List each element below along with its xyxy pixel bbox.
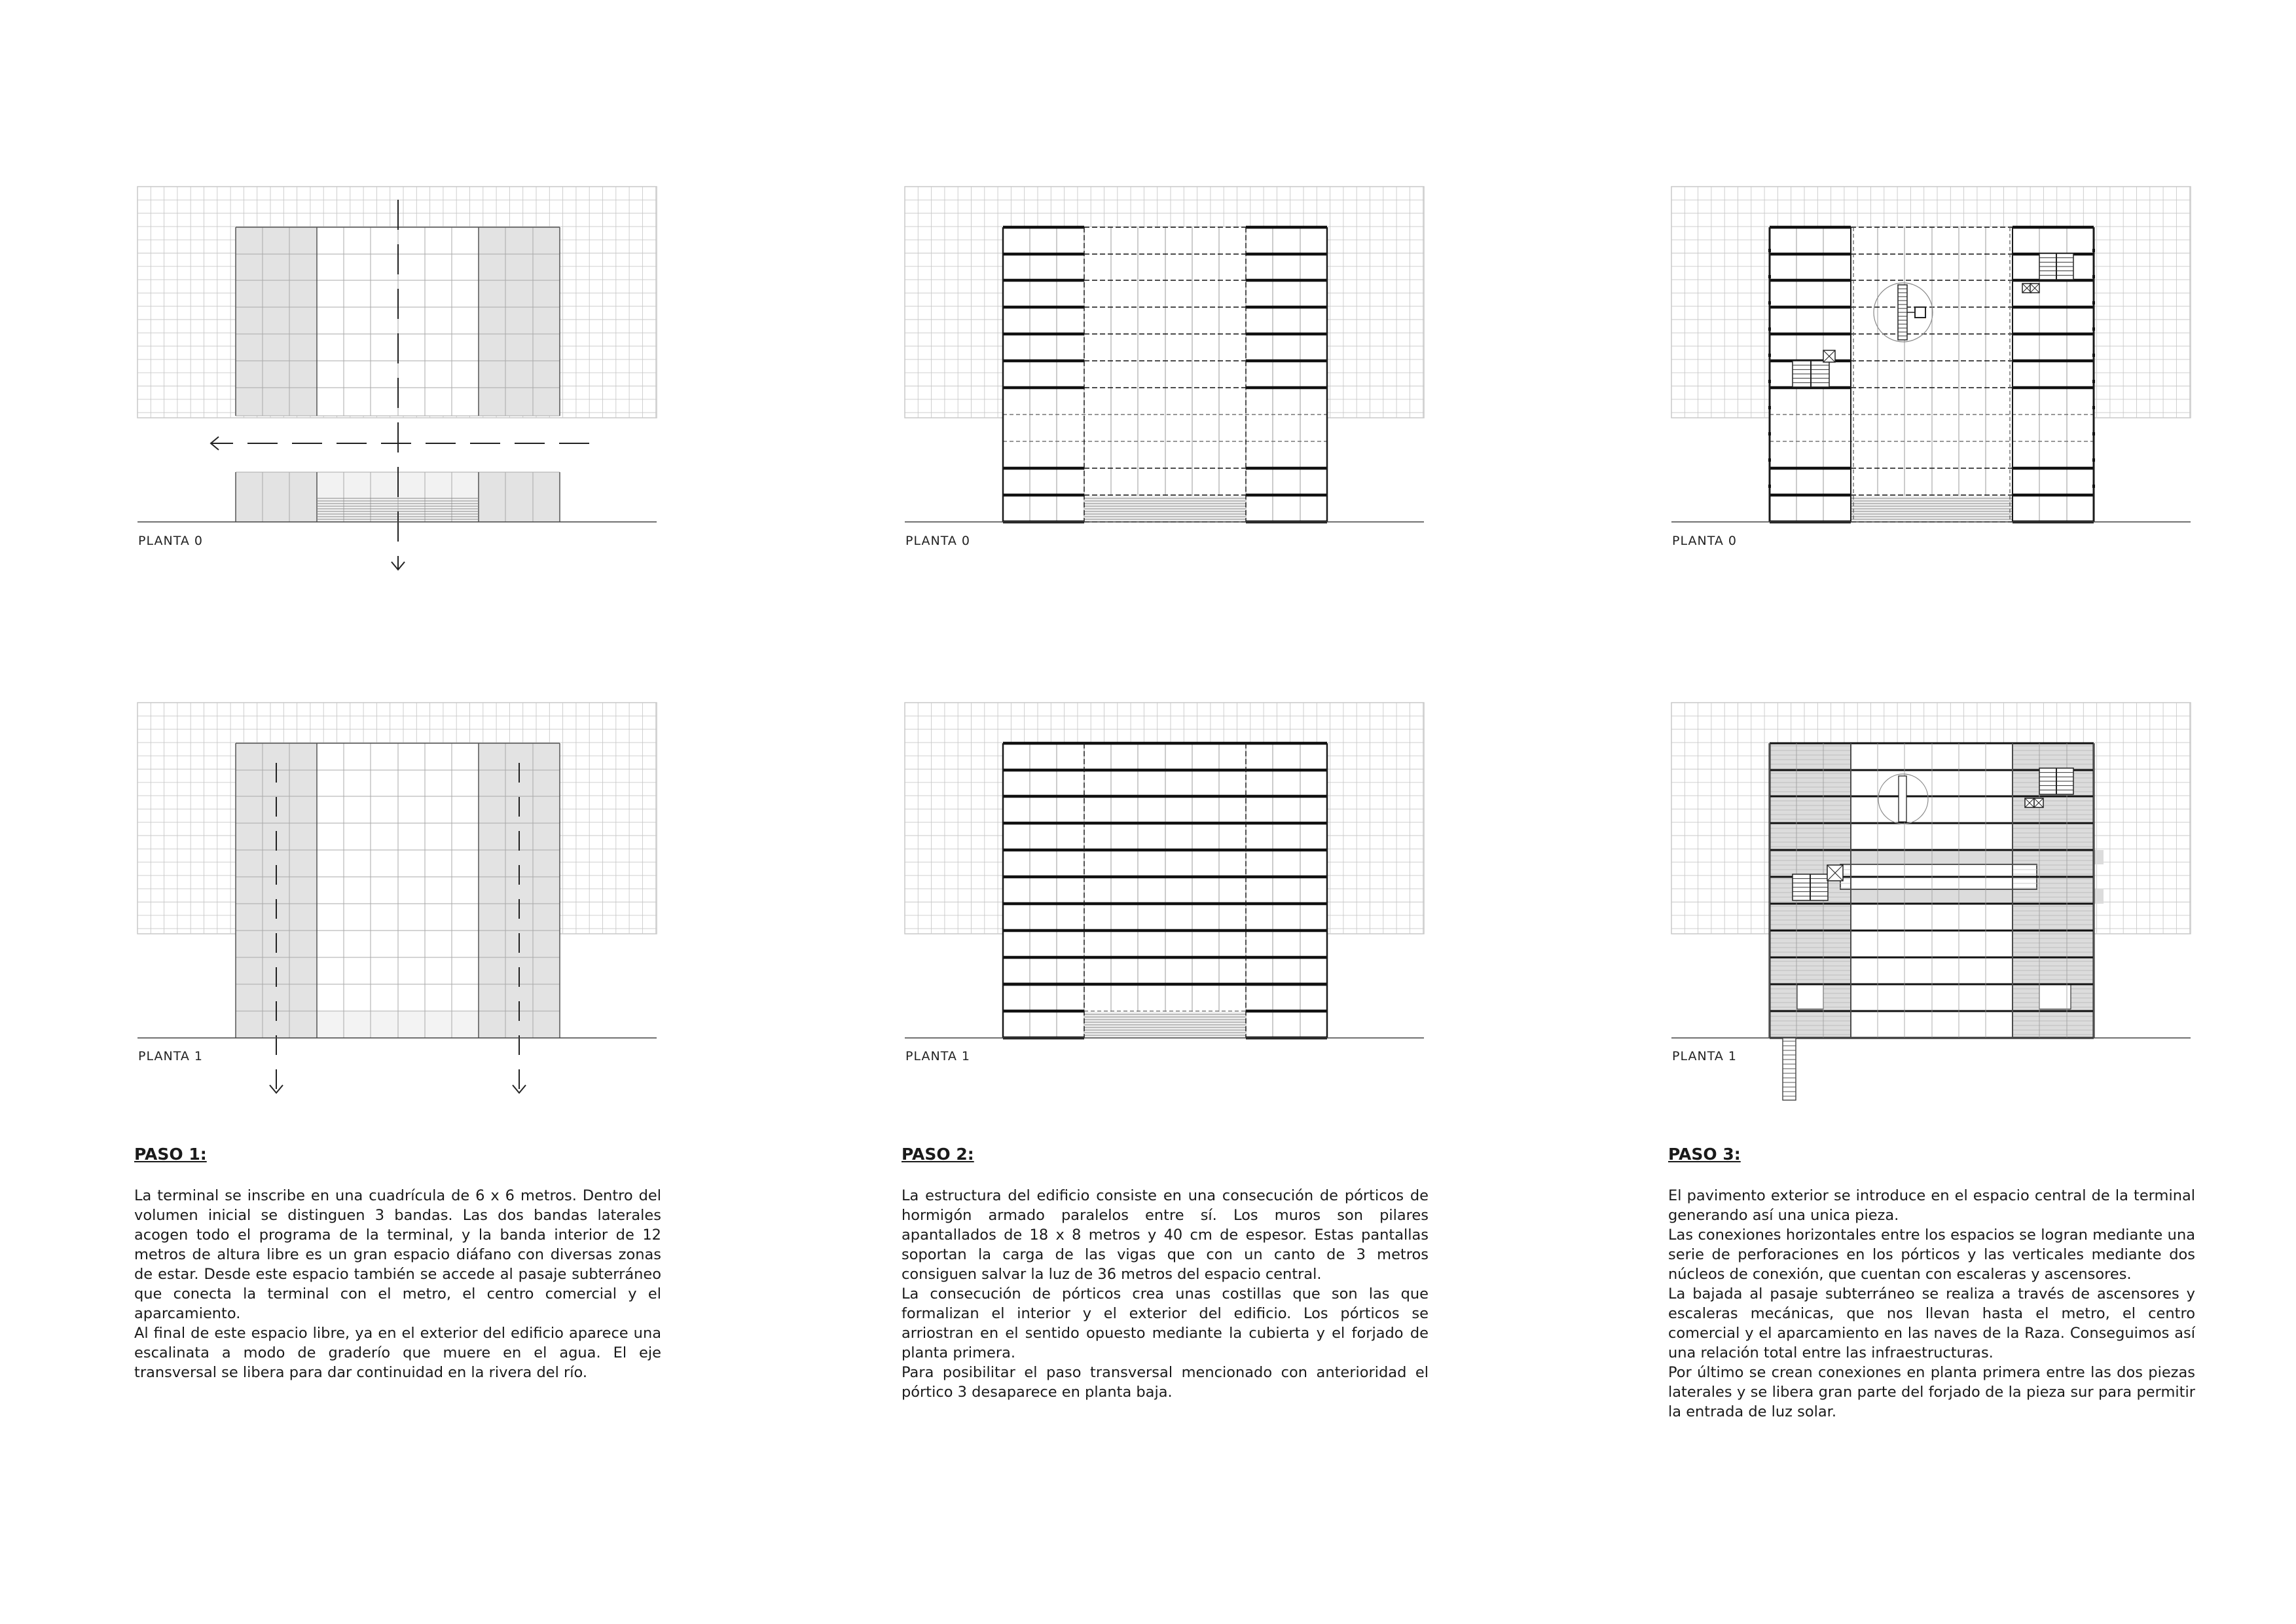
step-2-paragraph: Para posibilitar el paso transversal mencionado con anterioridad el pórtico 3 desaparece en planta baja. xyxy=(902,1364,1429,1401)
step-3-title: PASO 3: xyxy=(1668,1145,1741,1164)
step-3-paragraph: El pavimento exterior se introduce en el espacio central de la terminal generando así una unica pieza. xyxy=(1668,1187,2195,1224)
step-3-paragraph: Las conexiones horizontales entre los espacios se logran mediante una serie de perforaciones en los pórticos y las verticales mediante dos núcleos de conexión, que cuentan con escaleras y ascensores. xyxy=(1668,1227,2195,1283)
step-1-title: PASO 1: xyxy=(134,1145,207,1164)
pilaster xyxy=(2092,249,2095,252)
plan-label-paso3-planta1: PLANTA 1 xyxy=(1672,1049,1737,1063)
pilaster xyxy=(2092,485,2095,488)
lift-shaft xyxy=(1915,307,1925,318)
pilaster xyxy=(1768,249,1771,252)
step-1-paragraph: Al final de este espacio libre, ya en el exterior del edificio aparece una escalinata a modo de graderío que muere en el agua. El eje transversal se libera para dar continuidad en la rivera del río. xyxy=(134,1325,661,1381)
void-west xyxy=(1797,984,1823,1009)
void-east xyxy=(2039,984,2071,1009)
pilaster xyxy=(1768,275,1771,278)
pilaster xyxy=(1768,406,1771,409)
pilaster xyxy=(2092,301,2095,304)
plan-paso1-planta1 xyxy=(137,703,661,1109)
access-ramp xyxy=(1783,1038,1796,1100)
plan-paso2-planta1 xyxy=(905,703,1429,1109)
step-2 xyxy=(902,1145,1429,1402)
pilaster xyxy=(2092,354,2095,357)
pilaster xyxy=(1768,380,1771,383)
pilaster xyxy=(1768,458,1771,462)
connection-bridge xyxy=(1789,850,2104,864)
lateral-band-west-south xyxy=(236,472,317,522)
lateral-band-west xyxy=(236,743,317,1038)
pilaster xyxy=(2092,458,2095,462)
pilaster xyxy=(2092,327,2095,331)
pilaster xyxy=(2092,275,2095,278)
step-3-paragraph: Por último se crean conexiones en planta primera entre las dos piezas laterales y se libera gran parte del forjado de la pieza sur para permitir la entrada de luz solar. xyxy=(1668,1364,2195,1420)
pilaster xyxy=(2092,432,2095,435)
lateral-band-east-south xyxy=(479,472,560,522)
pilaster xyxy=(2092,406,2095,409)
step-3-body xyxy=(1668,1186,2195,1422)
step-1-paragraph: La terminal se inscribe en una cuadrícula de 6 x 6 metros. Dentro del volumen inicial se distinguen 3 bandas. Las dos bandas laterales acogen todo el programa de la terminal, y la banda interior de 12 metros de altura libre es un gran espacio diáfano con diversas zonas de estar. Desde este espacio también se accede al pasaje subterráneo que conecta la terminal con el metro, el centro comercial y el aparcamiento. xyxy=(134,1187,661,1322)
plan-label-paso1-planta1: PLANTA 1 xyxy=(138,1049,203,1063)
plan-label-paso1-planta0: PLANTA 0 xyxy=(138,534,203,548)
pilaster xyxy=(1768,327,1771,331)
step-2-body xyxy=(902,1186,1429,1402)
step-3-paragraph: La bajada al pasaje subterráneo se realiza a través de ascensores y escaleras mecánicas, que nos llevan hasta el metro, el centro comercial y el aparcamiento en las naves de la Raza. Conseguimos así una relación total entre las infraestructuras. xyxy=(1668,1285,2195,1361)
step-1 xyxy=(134,1145,661,1382)
lateral-band-east xyxy=(479,743,560,1038)
plan-label-paso2-planta0: PLANTA 0 xyxy=(905,534,970,548)
plan-label-paso2-planta1: PLANTA 1 xyxy=(905,1049,970,1063)
pilaster xyxy=(2092,380,2095,383)
plan-label-paso3-planta0: PLANTA 0 xyxy=(1672,534,1737,548)
pilaster xyxy=(1768,354,1771,357)
pilaster xyxy=(1768,301,1771,304)
plan-paso2-planta0 xyxy=(905,187,1429,573)
pilaster xyxy=(1768,432,1771,435)
step-2-paragraph: La estructura del edificio consiste en una consecución de pórticos de hormigón armado paralelos entre sí. Los muros son pilares apantallados de 18 x 8 metros y 40 cm de espesor. Estas pantallas soportan la carga de las vigas que con un canto de 3 metros consiguen salvar la luz de 36 metros del espacio central. xyxy=(902,1187,1429,1283)
plan-paso3-planta0 xyxy=(1671,187,2195,573)
plan-paso1-planta0 xyxy=(137,187,661,573)
step-2-title: PASO 2: xyxy=(902,1145,974,1164)
escalator xyxy=(1899,776,1906,822)
step-2-paragraph: La consecución de pórticos crea unas costillas que son las que formalizan el interior y el exterior del edificio. Los pórticos se arriostran en el sentido opuesto mediante la cubierta y el forjado de planta primera. xyxy=(902,1285,1429,1361)
pilaster xyxy=(1768,485,1771,488)
plan-paso3-planta1 xyxy=(1671,703,2195,1109)
step-3 xyxy=(1668,1145,2195,1422)
step-1-body xyxy=(134,1186,661,1382)
